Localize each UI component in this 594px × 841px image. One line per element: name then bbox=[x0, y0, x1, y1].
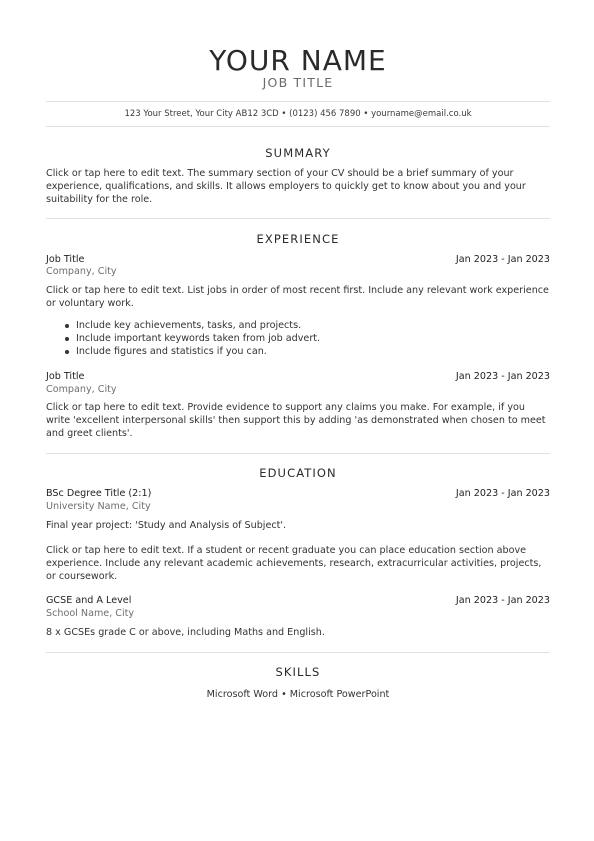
experience-heading: EXPERIENCE bbox=[256, 232, 340, 246]
job-achievements-list bbox=[46, 319, 550, 358]
education-heading: EDUCATION bbox=[259, 466, 337, 480]
divider bbox=[46, 652, 550, 653]
summary-heading: SUMMARY bbox=[265, 146, 331, 160]
job-description[interactable]: Click or tap here to edit text. Provide evidence to support any claims you make. For example, if you write 'excellent interpersonal skills' then support this by adding 'as demonstrated when chosen to meet and greet clients'. bbox=[46, 402, 546, 439]
list-item[interactable]: Include key achievements, tasks, and projects. bbox=[46, 319, 550, 332]
education-dates[interactable]: Jan 2023 - Jan 2023 bbox=[455, 488, 550, 499]
candidate-job-title[interactable]: JOB TITLE bbox=[262, 75, 334, 90]
education-project[interactable]: Final year project: 'Study and Analysis of Subject'. bbox=[46, 520, 287, 531]
job-title[interactable]: Job Title bbox=[46, 371, 85, 382]
job-company[interactable]: Company, City bbox=[46, 266, 117, 277]
divider bbox=[46, 453, 550, 454]
divider bbox=[46, 126, 550, 127]
candidate-name[interactable]: YOUR NAME bbox=[209, 44, 387, 77]
institution-name[interactable]: University Name, City bbox=[46, 501, 151, 512]
job-entry-header bbox=[46, 370, 550, 383]
job-dates[interactable]: Jan 2023 - Jan 2023 bbox=[455, 371, 550, 382]
education-entry-header bbox=[46, 487, 550, 500]
summary-text[interactable]: Click or tap here to edit text. The summary section of your CV should be a brief summary of your experience, qualifications, and skills. It allows employers to quickly get to know about you and your suitability for the role. bbox=[46, 168, 526, 205]
education-dates[interactable]: Jan 2023 - Jan 2023 bbox=[455, 595, 550, 606]
skills-heading: SKILLS bbox=[275, 665, 321, 679]
education-description[interactable]: 8 x GCSEs grade C or above, including Maths and English. bbox=[46, 627, 325, 638]
skills-list[interactable]: Microsoft Word • Microsoft PowerPoint bbox=[206, 689, 390, 700]
list-item[interactable]: Include important keywords taken from job advert. bbox=[46, 332, 550, 345]
divider bbox=[46, 101, 550, 102]
job-dates[interactable]: Jan 2023 - Jan 2023 bbox=[455, 254, 550, 265]
contact-details[interactable]: 123 Your Street, Your City AB12 3CD • (0123) 456 7890 • yourname@email.co.uk bbox=[124, 109, 472, 119]
qualification-title[interactable]: GCSE and A Level bbox=[46, 595, 132, 606]
institution-name[interactable]: School Name, City bbox=[46, 608, 135, 619]
job-description[interactable]: Click or tap here to edit text. List jobs in order of most recent first. Include any relevant work experience or voluntary work. bbox=[46, 285, 549, 309]
education-description[interactable]: Click or tap here to edit text. If a student or recent graduate you can place education section above experience. Include any relevant academic achievements, research, extracurricular activities, projects, or coursework. bbox=[46, 545, 542, 582]
list-item[interactable]: Include figures and statistics if you can. bbox=[46, 345, 550, 358]
job-company[interactable]: Company, City bbox=[46, 384, 117, 395]
divider bbox=[46, 218, 550, 219]
education-entry-header bbox=[46, 594, 550, 607]
job-entry-header bbox=[46, 253, 550, 266]
job-title[interactable]: Job Title bbox=[46, 254, 85, 265]
qualification-title[interactable]: BSc Degree Title (2:1) bbox=[46, 488, 152, 499]
